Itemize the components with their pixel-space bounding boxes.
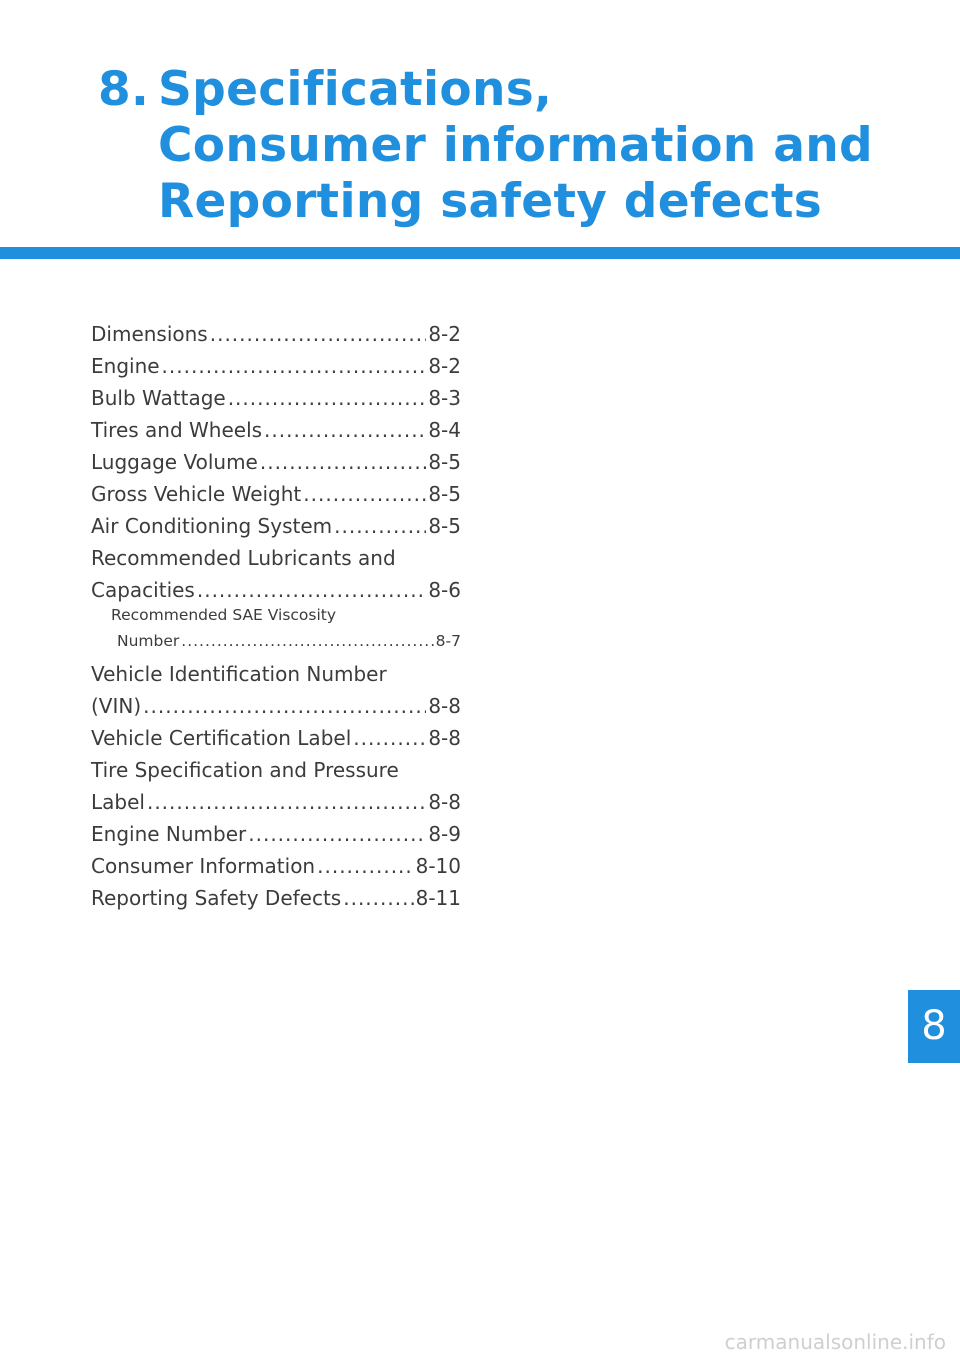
toc-dot-leader xyxy=(343,882,413,914)
toc-dot-leader xyxy=(143,690,426,722)
toc-page-number: 8-5 xyxy=(428,514,461,538)
toc-entry-title: Reporting Safety Defects xyxy=(91,886,342,910)
toc-page-number: 8-7 xyxy=(435,632,461,650)
toc-dot-leader xyxy=(210,318,427,350)
toc-entry-title: Tires and Wheels xyxy=(91,418,263,442)
toc-entry[interactable] xyxy=(91,350,461,382)
toc-entry-title: Label xyxy=(91,790,145,814)
chapter-side-tab[interactable]: 8 xyxy=(908,990,960,1063)
toc-subentry[interactable] xyxy=(91,602,461,654)
toc-dot-leader xyxy=(147,786,426,818)
toc-entry-title: Engine xyxy=(91,354,160,378)
toc-dot-leader xyxy=(162,350,427,382)
toc-entry-title: Engine Number xyxy=(91,822,247,846)
toc-dot-leader xyxy=(248,818,426,850)
toc-dot-leader xyxy=(228,382,427,414)
toc-entry-title: Dimensions xyxy=(91,322,208,346)
toc-page-number: 8-3 xyxy=(428,386,461,410)
toc-entry-title-line: Tire Specification and Pressure xyxy=(91,758,399,782)
table-of-contents xyxy=(91,318,461,914)
toc-page-number: 8-8 xyxy=(428,694,461,718)
chapter-number: 8. xyxy=(98,62,150,117)
toc-entry[interactable] xyxy=(91,754,461,818)
toc-page-number: 8-10 xyxy=(415,854,461,878)
toc-page-number: 8-2 xyxy=(428,322,461,346)
toc-entry-row xyxy=(91,882,461,914)
toc-entry-row xyxy=(91,510,461,542)
toc-entry-row xyxy=(91,818,461,850)
toc-dot-leader xyxy=(353,722,426,754)
toc-dot-leader xyxy=(317,850,413,882)
toc-entry-title: Bulb Wattage xyxy=(91,386,226,410)
toc-entry[interactable] xyxy=(91,818,461,850)
toc-dot-leader xyxy=(303,478,426,510)
toc-entry[interactable] xyxy=(91,722,461,754)
toc-entry-title: Vehicle Certification Label xyxy=(91,726,352,750)
chapter-title-line-3: Reporting safety defects xyxy=(158,174,823,229)
toc-dot-leader xyxy=(264,414,426,446)
toc-entry-title: Number xyxy=(117,632,180,650)
toc-entry[interactable] xyxy=(91,446,461,478)
toc-entry-title: (VIN) xyxy=(91,694,142,718)
watermark-text: carmanualsonline.info xyxy=(724,1330,946,1354)
toc-entry[interactable] xyxy=(91,382,461,414)
toc-entry-title: Capacities xyxy=(91,578,195,602)
toc-entry-title: Luggage Volume xyxy=(91,450,258,474)
chapter-title-line-1 xyxy=(98,62,873,118)
toc-page-number: 8-5 xyxy=(428,482,461,506)
toc-entry[interactable] xyxy=(91,478,461,510)
toc-entry[interactable] xyxy=(91,510,461,542)
toc-entry-row xyxy=(91,690,461,722)
toc-page-number: 8-9 xyxy=(428,822,461,846)
header-divider-bar xyxy=(0,247,960,259)
chapter-title-text-1: Specifications, xyxy=(158,62,553,117)
toc-entry-row xyxy=(111,628,461,654)
toc-entry-row xyxy=(91,382,461,414)
toc-entry[interactable] xyxy=(91,850,461,882)
toc-entry[interactable] xyxy=(91,414,461,446)
toc-entry[interactable] xyxy=(91,318,461,350)
toc-entry-row xyxy=(91,478,461,510)
toc-entry-row xyxy=(91,350,461,382)
toc-page-number: 8-8 xyxy=(428,726,461,750)
toc-entry-title: Consumer Information xyxy=(91,854,316,878)
toc-entry[interactable] xyxy=(91,882,461,914)
toc-entry-title-line: Vehicle Identification Number xyxy=(91,662,387,686)
chapter-title-line-2: Consumer information and xyxy=(158,118,873,173)
toc-entry-row xyxy=(91,786,461,818)
toc-entry-row xyxy=(91,722,461,754)
toc-page-number: 8-6 xyxy=(428,578,461,602)
toc-entry[interactable] xyxy=(91,542,461,606)
toc-entry-row xyxy=(91,850,461,882)
toc-dot-leader xyxy=(334,510,426,542)
chapter-title xyxy=(98,62,873,230)
toc-entry-row xyxy=(91,446,461,478)
toc-entry-row xyxy=(91,318,461,350)
toc-page-number: 8-8 xyxy=(428,790,461,814)
toc-entry[interactable] xyxy=(91,658,461,722)
toc-entry-title: Air Conditioning System xyxy=(91,514,333,538)
toc-dot-leader xyxy=(181,628,433,654)
toc-entry-row xyxy=(91,414,461,446)
toc-page-number: 8-5 xyxy=(428,450,461,474)
toc-page-number: 8-4 xyxy=(428,418,461,442)
toc-entry-title: Gross Vehicle Weight xyxy=(91,482,302,506)
toc-page-number: 8-11 xyxy=(415,886,461,910)
toc-entry-title-line: Recommended SAE Viscosity xyxy=(111,606,337,624)
toc-entry-title-line: Recommended Lubricants and xyxy=(91,546,396,570)
toc-dot-leader xyxy=(260,446,426,478)
toc-page-number: 8-2 xyxy=(428,354,461,378)
